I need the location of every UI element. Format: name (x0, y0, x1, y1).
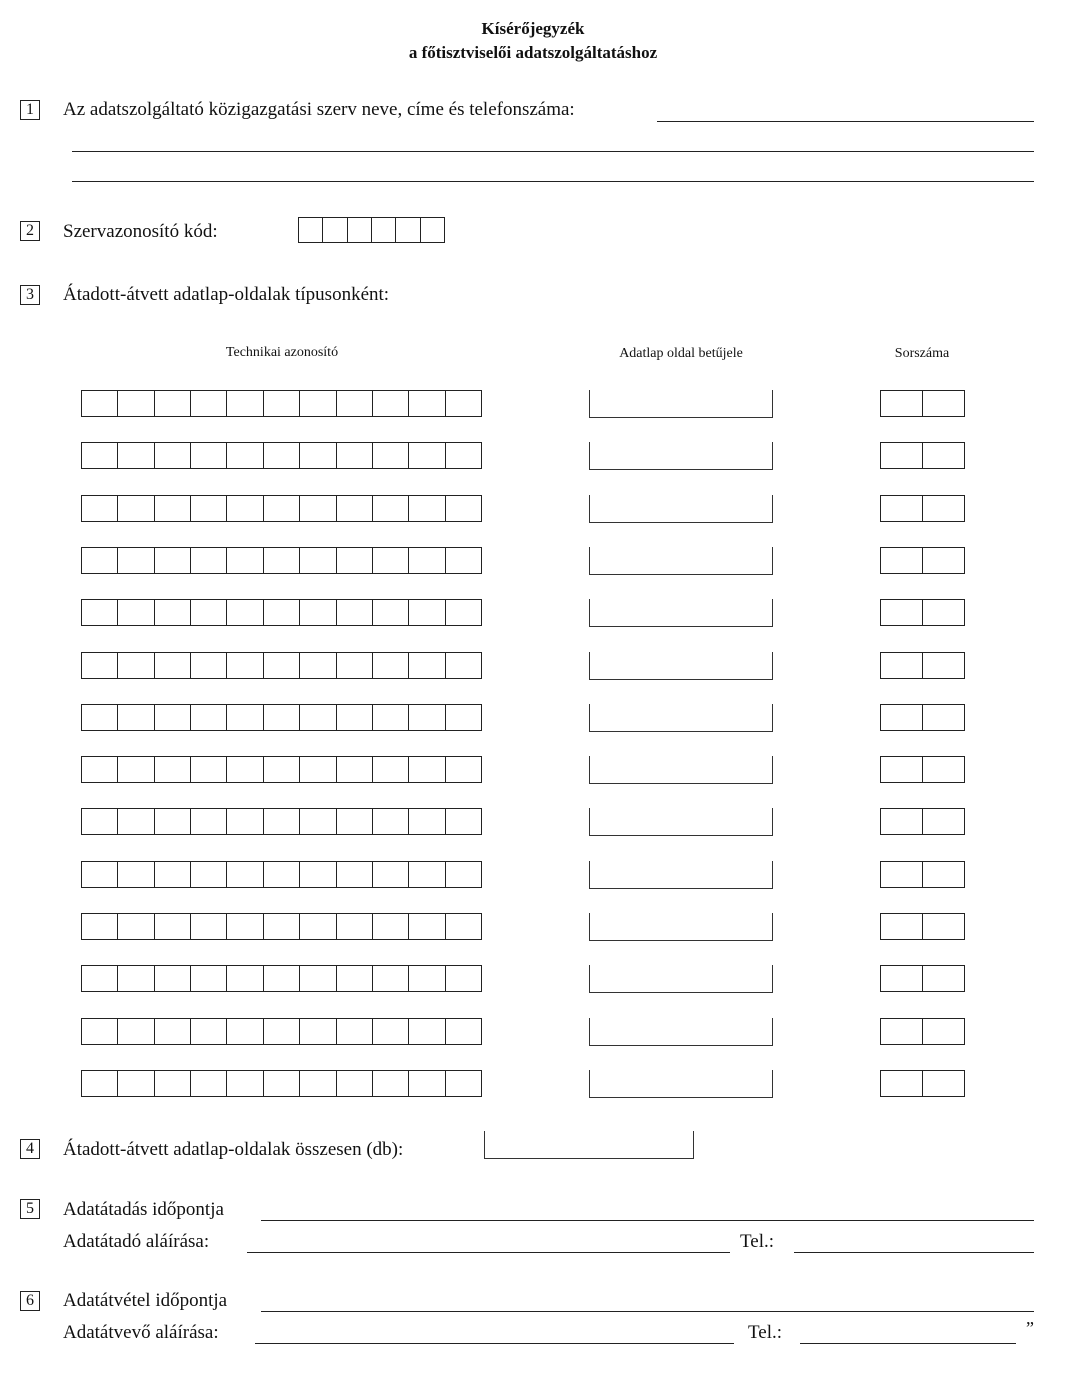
agency-address-field[interactable] (72, 151, 1034, 152)
serial-cell-2[interactable] (923, 966, 964, 991)
tech-id-cell-8[interactable] (337, 496, 373, 521)
tech-id-cell-2[interactable] (118, 1019, 154, 1044)
serial-number-field[interactable] (880, 965, 965, 992)
tech-id-cell-7[interactable] (300, 809, 336, 834)
tech-id-cell-2[interactable] (118, 966, 154, 991)
tech-id-cell-5[interactable] (227, 757, 263, 782)
tech-id-field[interactable] (81, 1070, 482, 1097)
tech-id-cell-6[interactable] (264, 443, 300, 468)
serial-cell-2[interactable] (923, 548, 964, 573)
tech-id-cell-10[interactable] (409, 914, 445, 939)
tech-id-cell-4[interactable] (191, 548, 227, 573)
serial-cell-2[interactable] (923, 1019, 964, 1044)
tech-id-cell-6[interactable] (264, 600, 300, 625)
document-title: Kísérőjegyzék (481, 19, 585, 38)
tech-id-cell-4[interactable] (191, 1019, 227, 1044)
tech-id-cell-8[interactable] (337, 757, 373, 782)
tech-id-cell-8[interactable] (337, 600, 373, 625)
page-letter-field[interactable] (589, 965, 773, 993)
tech-id-cell-8[interactable] (337, 443, 373, 468)
tech-id-cell-4[interactable] (191, 443, 227, 468)
tech-id-cell-3[interactable] (155, 705, 191, 730)
org-id-digit-3[interactable] (348, 218, 372, 242)
tech-id-cell-1[interactable] (82, 1071, 118, 1096)
tech-id-cell-8[interactable] (337, 862, 373, 887)
serial-cell-1[interactable] (881, 966, 923, 991)
serial-cell-2[interactable] (923, 1071, 964, 1096)
tech-id-cell-6[interactable] (264, 1019, 300, 1044)
org-id-label: Szervazonosító kód: (63, 221, 218, 242)
serial-cell-1[interactable] (881, 705, 923, 730)
tech-id-cell-2[interactable] (118, 1071, 154, 1096)
serial-cell-1[interactable] (881, 914, 923, 939)
tech-id-cell-2[interactable] (118, 600, 154, 625)
tech-id-cell-10[interactable] (409, 809, 445, 834)
page-letter-field[interactable] (589, 442, 773, 470)
section-number-2: 2 (20, 221, 40, 241)
serial-number-field[interactable] (880, 808, 965, 835)
serial-cell-1[interactable] (881, 496, 923, 521)
tech-id-cell-3[interactable] (155, 600, 191, 625)
tech-id-field[interactable] (81, 390, 482, 417)
serial-cell-2[interactable] (923, 496, 964, 521)
serial-cell-2[interactable] (923, 757, 964, 782)
tech-id-cell-7[interactable] (300, 862, 336, 887)
page-letter-field[interactable] (589, 704, 773, 732)
serial-cell-2[interactable] (923, 705, 964, 730)
tech-id-cell-11[interactable] (446, 862, 481, 887)
tech-id-cell-1[interactable] (82, 1019, 118, 1044)
tech-id-cell-8[interactable] (337, 809, 373, 834)
tech-id-cell-1[interactable] (82, 443, 118, 468)
tech-id-cell-7[interactable] (300, 496, 336, 521)
tech-id-cell-6[interactable] (264, 548, 300, 573)
tech-id-cell-2[interactable] (118, 862, 154, 887)
tech-id-cell-5[interactable] (227, 496, 263, 521)
tech-id-cell-11[interactable] (446, 443, 481, 468)
section-number-3: 3 (20, 285, 40, 305)
tech-id-field[interactable] (81, 756, 482, 783)
tech-id-cell-5[interactable] (227, 966, 263, 991)
tech-id-cell-6[interactable] (264, 1071, 300, 1096)
page-letter-field[interactable] (589, 599, 773, 627)
tech-id-cell-3[interactable] (155, 1019, 191, 1044)
serial-number-field[interactable] (880, 913, 965, 940)
org-id-digit-6[interactable] (421, 218, 444, 242)
tech-id-cell-3[interactable] (155, 914, 191, 939)
tech-id-cell-10[interactable] (409, 1019, 445, 1044)
tech-id-cell-10[interactable] (409, 757, 445, 782)
column-header-letter: Adatlap oldal betűjele (619, 346, 743, 361)
tech-id-cell-11[interactable] (446, 653, 481, 678)
tech-id-cell-3[interactable] (155, 548, 191, 573)
serial-number-field[interactable] (880, 704, 965, 731)
tech-id-cell-11[interactable] (446, 496, 481, 521)
serial-number-field[interactable] (880, 861, 965, 888)
tech-id-cell-10[interactable] (409, 443, 445, 468)
tech-id-cell-1[interactable] (82, 548, 118, 573)
receipt-date-label: Adatátvétel időpontja (63, 1290, 228, 1311)
document-subtitle: a főtisztviselői adatszolgáltatáshoz (408, 43, 658, 62)
tech-id-cell-7[interactable] (300, 548, 336, 573)
column-header-tech-id: Technikai azonosító (225, 345, 339, 360)
page-letter-field[interactable] (589, 913, 773, 941)
serial-cell-1[interactable] (881, 757, 923, 782)
tech-id-cell-5[interactable] (227, 548, 263, 573)
tech-id-cell-7[interactable] (300, 1071, 336, 1096)
tech-id-cell-1[interactable] (82, 966, 118, 991)
tech-id-cell-4[interactable] (191, 391, 227, 416)
tech-id-cell-3[interactable] (155, 391, 191, 416)
tech-id-field[interactable] (81, 442, 482, 469)
serial-number-field[interactable] (880, 495, 965, 522)
tech-id-cell-3[interactable] (155, 757, 191, 782)
handover-date-label: Adatátadás időpontja (63, 1199, 224, 1220)
tech-id-cell-7[interactable] (300, 757, 336, 782)
tech-id-cell-1[interactable] (82, 653, 118, 678)
serial-cell-1[interactable] (881, 653, 923, 678)
tech-id-cell-11[interactable] (446, 757, 481, 782)
tech-id-cell-11[interactable] (446, 809, 481, 834)
tech-id-cell-9[interactable] (373, 809, 409, 834)
tech-id-cell-9[interactable] (373, 757, 409, 782)
tech-id-cell-8[interactable] (337, 705, 373, 730)
tech-id-cell-3[interactable] (155, 653, 191, 678)
tech-id-cell-1[interactable] (82, 809, 118, 834)
tech-id-cell-5[interactable] (227, 391, 263, 416)
serial-number-field[interactable] (880, 599, 965, 626)
page-letter-field[interactable] (589, 1018, 773, 1046)
tech-id-field[interactable] (81, 704, 482, 731)
tech-id-field[interactable] (81, 965, 482, 992)
section-number-4: 4 (20, 1139, 40, 1159)
handover-tel-field[interactable] (794, 1252, 1034, 1253)
tech-id-cell-8[interactable] (337, 1071, 373, 1096)
tech-id-cell-11[interactable] (446, 1071, 481, 1096)
tech-id-cell-8[interactable] (337, 548, 373, 573)
tech-id-cell-3[interactable] (155, 496, 191, 521)
serial-cell-1[interactable] (881, 391, 923, 416)
org-id-code-field[interactable] (298, 217, 445, 243)
tech-id-cell-10[interactable] (409, 705, 445, 730)
serial-number-field[interactable] (880, 390, 965, 417)
tech-id-cell-8[interactable] (337, 653, 373, 678)
agency-name-label: Az adatszolgáltató közigazgatási szerv neve, címe és telefonszáma: (63, 99, 575, 120)
tech-id-cell-5[interactable] (227, 443, 263, 468)
tech-id-cell-7[interactable] (300, 914, 336, 939)
tech-id-cell-4[interactable] (191, 809, 227, 834)
receipt-signature-label: Adatátvevő aláírása: (63, 1322, 219, 1343)
serial-cell-2[interactable] (923, 443, 964, 468)
tech-id-field[interactable] (81, 1018, 482, 1045)
tech-id-cell-4[interactable] (191, 1071, 227, 1096)
serial-cell-1[interactable] (881, 443, 923, 468)
tech-id-cell-1[interactable] (82, 705, 118, 730)
tech-id-cell-4[interactable] (191, 757, 227, 782)
tech-id-cell-9[interactable] (373, 914, 409, 939)
tech-id-cell-3[interactable] (155, 966, 191, 991)
tech-id-cell-9[interactable] (373, 548, 409, 573)
serial-cell-1[interactable] (881, 809, 923, 834)
tech-id-cell-9[interactable] (373, 653, 409, 678)
tech-id-cell-6[interactable] (264, 757, 300, 782)
tech-id-cell-9[interactable] (373, 1071, 409, 1096)
serial-cell-2[interactable] (923, 391, 964, 416)
tech-id-cell-11[interactable] (446, 600, 481, 625)
tech-id-cell-10[interactable] (409, 600, 445, 625)
tech-id-field[interactable] (81, 495, 482, 522)
serial-number-field[interactable] (880, 547, 965, 574)
tech-id-cell-8[interactable] (337, 966, 373, 991)
tech-id-cell-1[interactable] (82, 391, 118, 416)
tech-id-cell-4[interactable] (191, 862, 227, 887)
tech-id-field[interactable] (81, 547, 482, 574)
tech-id-cell-5[interactable] (227, 862, 263, 887)
page-letter-field[interactable] (589, 652, 773, 680)
serial-cell-2[interactable] (923, 809, 964, 834)
tech-id-field[interactable] (81, 913, 482, 940)
serial-cell-2[interactable] (923, 653, 964, 678)
tech-id-cell-9[interactable] (373, 966, 409, 991)
tech-id-cell-4[interactable] (191, 600, 227, 625)
agency-phone-field[interactable] (72, 181, 1034, 182)
serial-number-field[interactable] (880, 756, 965, 783)
serial-cell-2[interactable] (923, 600, 964, 625)
serial-cell-1[interactable] (881, 600, 923, 625)
serial-cell-1[interactable] (881, 1019, 923, 1044)
serial-cell-1[interactable] (881, 1071, 923, 1096)
tech-id-cell-7[interactable] (300, 443, 336, 468)
tech-id-cell-10[interactable] (409, 653, 445, 678)
receipt-tel-label: Tel.: (748, 1322, 783, 1343)
tech-id-cell-2[interactable] (118, 809, 154, 834)
handover-tel-label: Tel.: (740, 1231, 775, 1252)
tech-id-field[interactable] (81, 652, 482, 679)
tech-id-cell-2[interactable] (118, 443, 154, 468)
page-letter-field[interactable] (589, 547, 773, 575)
closing-quote: ” (1026, 1318, 1034, 1338)
tech-id-cell-10[interactable] (409, 548, 445, 573)
tech-id-cell-6[interactable] (264, 705, 300, 730)
serial-cell-2[interactable] (923, 862, 964, 887)
tech-id-cell-6[interactable] (264, 809, 300, 834)
tech-id-cell-4[interactable] (191, 653, 227, 678)
tech-id-cell-8[interactable] (337, 914, 373, 939)
tech-id-cell-10[interactable] (409, 496, 445, 521)
tech-id-cell-7[interactable] (300, 653, 336, 678)
column-header-serial: Sorszáma (894, 346, 950, 361)
page-letter-field[interactable] (589, 390, 773, 418)
tech-id-cell-7[interactable] (300, 600, 336, 625)
tech-id-field[interactable] (81, 808, 482, 835)
total-pages-label: Átadott-átvett adatlap-oldalak összesen (db): (63, 1139, 404, 1160)
serial-number-field[interactable] (880, 1070, 965, 1097)
tech-id-cell-4[interactable] (191, 966, 227, 991)
tech-id-cell-6[interactable] (264, 862, 300, 887)
tech-id-cell-7[interactable] (300, 705, 336, 730)
tech-id-cell-9[interactable] (373, 391, 409, 416)
tech-id-cell-10[interactable] (409, 1071, 445, 1096)
handover-date-field[interactable] (261, 1220, 1034, 1221)
receipt-signature-field[interactable] (255, 1343, 734, 1344)
tech-id-cell-7[interactable] (300, 391, 336, 416)
section-number-1: 1 (20, 100, 40, 120)
handover-signature-label: Adatátadó aláírása: (63, 1231, 210, 1252)
serial-cell-1[interactable] (881, 862, 923, 887)
tech-id-cell-5[interactable] (227, 653, 263, 678)
tech-id-cell-9[interactable] (373, 443, 409, 468)
tech-id-cell-11[interactable] (446, 391, 481, 416)
receipt-date-field[interactable] (261, 1311, 1034, 1312)
tech-id-cell-9[interactable] (373, 705, 409, 730)
page-letter-field[interactable] (589, 1070, 773, 1098)
page-letter-field[interactable] (589, 495, 773, 523)
tech-id-cell-9[interactable] (373, 1019, 409, 1044)
tech-id-cell-6[interactable] (264, 966, 300, 991)
tech-id-cell-11[interactable] (446, 914, 481, 939)
tech-id-cell-2[interactable] (118, 496, 154, 521)
tech-id-cell-6[interactable] (264, 914, 300, 939)
tech-id-cell-5[interactable] (227, 1071, 263, 1096)
tech-id-cell-11[interactable] (446, 1019, 481, 1044)
page-letter-field[interactable] (589, 756, 773, 784)
tech-id-cell-6[interactable] (264, 653, 300, 678)
tech-id-cell-7[interactable] (300, 966, 336, 991)
tech-id-cell-3[interactable] (155, 809, 191, 834)
serial-number-field[interactable] (880, 442, 965, 469)
page-letter-field[interactable] (589, 861, 773, 889)
tech-id-cell-11[interactable] (446, 966, 481, 991)
tech-id-cell-6[interactable] (264, 496, 300, 521)
page-letter-field[interactable] (589, 808, 773, 836)
tech-id-cell-5[interactable] (227, 1019, 263, 1044)
tech-id-cell-2[interactable] (118, 757, 154, 782)
tech-id-cell-5[interactable] (227, 809, 263, 834)
tech-id-field[interactable] (81, 599, 482, 626)
org-id-digit-1[interactable] (299, 218, 323, 242)
pages-by-type-label: Átadott-átvett adatlap-oldalak típusonként: (63, 284, 390, 305)
tech-id-cell-2[interactable] (118, 705, 154, 730)
receipt-tel-field[interactable] (800, 1343, 1016, 1344)
tech-id-cell-5[interactable] (227, 600, 263, 625)
handover-signature-field[interactable] (247, 1252, 730, 1253)
tech-id-field[interactable] (81, 861, 482, 888)
total-pages-field[interactable] (484, 1131, 694, 1159)
tech-id-cell-4[interactable] (191, 496, 227, 521)
org-id-digit-2[interactable] (323, 218, 347, 242)
tech-id-cell-2[interactable] (118, 914, 154, 939)
tech-id-cell-3[interactable] (155, 1071, 191, 1096)
tech-id-cell-1[interactable] (82, 600, 118, 625)
tech-id-cell-3[interactable] (155, 862, 191, 887)
tech-id-cell-10[interactable] (409, 966, 445, 991)
tech-id-cell-9[interactable] (373, 862, 409, 887)
agency-name-field[interactable] (657, 121, 1034, 122)
tech-id-cell-9[interactable] (373, 496, 409, 521)
section-number-6: 6 (20, 1291, 40, 1311)
serial-cell-2[interactable] (923, 914, 964, 939)
serial-number-field[interactable] (880, 652, 965, 679)
tech-id-cell-1[interactable] (82, 757, 118, 782)
tech-id-cell-2[interactable] (118, 548, 154, 573)
tech-id-cell-3[interactable] (155, 443, 191, 468)
tech-id-cell-8[interactable] (337, 1019, 373, 1044)
tech-id-cell-10[interactable] (409, 391, 445, 416)
serial-number-field[interactable] (880, 1018, 965, 1045)
tech-id-cell-5[interactable] (227, 914, 263, 939)
tech-id-cell-2[interactable] (118, 653, 154, 678)
tech-id-cell-11[interactable] (446, 705, 481, 730)
tech-id-cell-8[interactable] (337, 391, 373, 416)
section-number-5: 5 (20, 1199, 40, 1219)
tech-id-cell-1[interactable] (82, 862, 118, 887)
tech-id-cell-4[interactable] (191, 914, 227, 939)
tech-id-cell-11[interactable] (446, 548, 481, 573)
tech-id-cell-5[interactable] (227, 705, 263, 730)
tech-id-cell-2[interactable] (118, 391, 154, 416)
tech-id-cell-9[interactable] (373, 600, 409, 625)
tech-id-cell-10[interactable] (409, 862, 445, 887)
org-id-digit-5[interactable] (396, 218, 420, 242)
tech-id-cell-4[interactable] (191, 705, 227, 730)
tech-id-cell-1[interactable] (82, 496, 118, 521)
tech-id-cell-6[interactable] (264, 391, 300, 416)
tech-id-cell-1[interactable] (82, 914, 118, 939)
serial-cell-1[interactable] (881, 548, 923, 573)
org-id-digit-4[interactable] (372, 218, 396, 242)
tech-id-cell-7[interactable] (300, 1019, 336, 1044)
